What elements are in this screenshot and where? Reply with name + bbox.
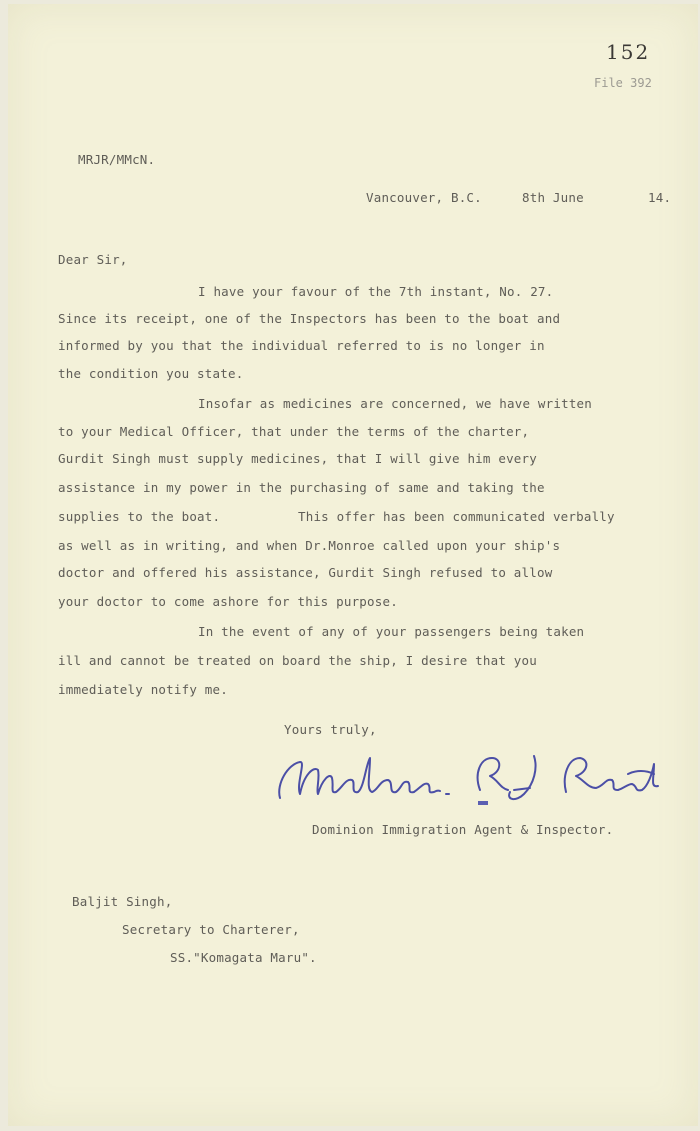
body-line: I have your favour of the 7th instant, No. 27.	[198, 284, 554, 299]
body-line: supplies to the boat.	[58, 509, 221, 524]
body-line: doctor and offered his assistance, Gurdit Singh refused to allow	[58, 565, 553, 580]
body-line: informed by you that the individual referred to is no longer in	[58, 338, 545, 353]
body-line: Since its receipt, one of the Inspectors has been to the boat and	[58, 311, 561, 326]
signatory-title: Dominion Immigration Agent & Inspector.	[312, 822, 614, 837]
page-number: 152	[606, 40, 651, 64]
closing: Yours truly,	[284, 722, 377, 737]
body-line: Insofar as medicines are concerned, we have written	[198, 396, 593, 411]
salutation: Dear Sir,	[58, 252, 128, 267]
body-line: In the event of any of your passengers being taken	[198, 624, 585, 639]
body-line: This offer has been communicated verbally	[298, 509, 615, 524]
file-number: File 392	[594, 76, 652, 90]
letter-place: Vancouver, B.C.	[366, 190, 482, 205]
letter-page	[8, 4, 698, 1126]
recipient-title: Secretary to Charterer,	[122, 922, 300, 937]
body-line: Gurdit Singh must supply medicines, that I will give him every	[58, 451, 537, 466]
handwritten-signature	[266, 744, 676, 814]
body-line: to your Medical Officer, that under the terms of the charter,	[58, 424, 530, 439]
body-line: assistance in my power in the purchasing of same and taking the	[58, 480, 545, 495]
body-line: your doctor to come ashore for this purpose.	[58, 594, 398, 609]
body-line: the condition you state.	[58, 366, 244, 381]
recipient-name: Baljit Singh,	[72, 894, 173, 909]
body-line: ill and cannot be treated on board the ship, I desire that you	[58, 653, 537, 668]
recipient-ship: SS."Komagata Maru".	[170, 950, 317, 965]
body-line: immediately notify me.	[58, 682, 228, 697]
reference-initials: MRJR/MMcN.	[78, 152, 156, 167]
body-line: as well as in writing, and when Dr.Monroe called upon your ship's	[58, 538, 561, 553]
letter-year: 14.	[648, 190, 672, 205]
letter-date: 8th June	[522, 190, 584, 205]
